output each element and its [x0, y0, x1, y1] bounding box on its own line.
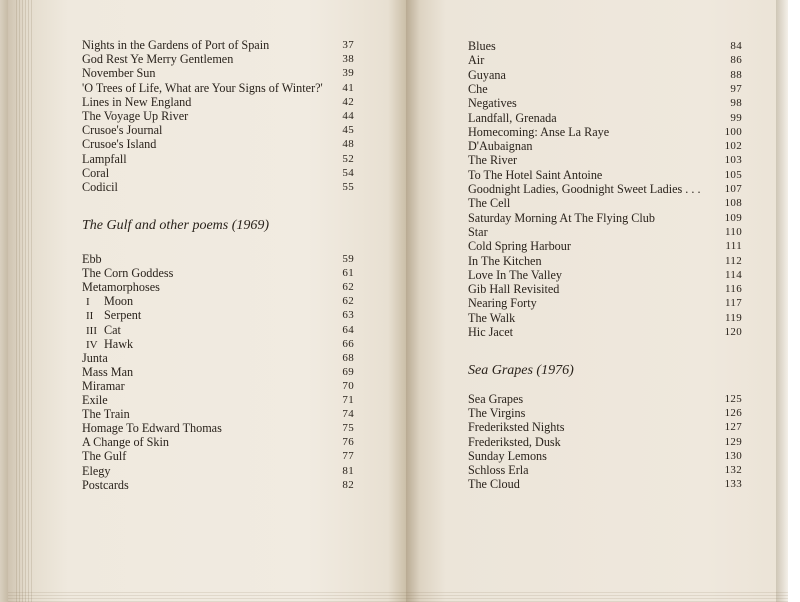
toc-entry-title-text: The Virgins [468, 406, 526, 421]
left-page [8, 0, 406, 602]
toc-entry-page-number: 42 [342, 95, 354, 108]
toc-entry-title-text: Nights in the Gardens of Port of Spain [82, 38, 270, 52]
toc-entry-title-text: Serpent [104, 308, 142, 323]
toc-entry-title-text: Elegy [82, 463, 111, 478]
toc-entry-page-number: 98 [730, 97, 742, 110]
toc-entry-title-text: Nearing Forty [468, 296, 537, 311]
toc-entry-title-text: To The Hotel Saint Antoine [468, 167, 603, 182]
toc-entry-page-number: 54 [342, 166, 354, 179]
toc-entry-title-text: November Sun [82, 66, 156, 81]
toc-entry-title-text: Schloss Erla [468, 463, 529, 477]
page-right-edge [776, 0, 788, 602]
toc-entry-roman-numeral: III [86, 324, 97, 337]
toc-entry-title-text: Goodnight Ladies, Goodnight Sweet Ladies . . . [468, 182, 701, 196]
toc-entry-page-number: 76 [342, 436, 354, 449]
toc-entry-page-number: 52 [342, 152, 354, 165]
toc-entry-title [82, 477, 129, 493]
toc-entry-title-text: The Gulf [82, 449, 127, 464]
toc-entry-title-text: Crusoe's Journal [82, 123, 163, 138]
toc-entry-title-text: The Corn Goddess [82, 266, 174, 281]
toc-entry-page-number: 99 [730, 111, 742, 124]
toc-entry-title-text: Che [468, 81, 488, 96]
toc-entry-title-text: Saturday Morning At The Flying Club [468, 210, 655, 225]
toc-entry-title-text: The River [468, 153, 518, 168]
toc-entry-page-number: 129 [724, 435, 742, 448]
toc-entry-title-text: Sea Grapes [468, 392, 524, 406]
toc-entry-title-text: The Cloud [468, 477, 520, 492]
toc-entry-title-text: Moon [104, 294, 134, 309]
toc-entry-page-number: 68 [342, 351, 354, 364]
toc-entry-page-number: 110 [725, 225, 742, 238]
toc-entry-title-text: Codicil [82, 180, 118, 194]
toc-entry-title-text: A Change of Skin [82, 435, 170, 450]
toc-entry-title-text: Postcards [82, 477, 129, 492]
toc-entry-title-text: Exile [82, 393, 108, 407]
toc-entry-page-number: 38 [342, 53, 354, 66]
toc-entry-title-text: Junta [82, 350, 108, 365]
toc-entry-page-number: 130 [724, 449, 742, 462]
toc-entry-page-number: 100 [724, 125, 742, 138]
book-spine-edge [0, 0, 8, 602]
toc-entry-page-number: 63 [342, 309, 354, 322]
toc-entry-title-text: Miramar [82, 378, 125, 393]
toc-entry [468, 476, 742, 492]
toc-entry-title-text: Mass Man [82, 364, 134, 379]
toc-entry-page-number: 41 [342, 81, 354, 94]
toc-entry-page-number: 107 [724, 183, 742, 195]
toc-entry-title [468, 324, 513, 340]
toc-entry-page-number: 81 [342, 464, 354, 477]
toc-entry [468, 324, 742, 340]
toc-entry-title-text: Metamorphoses [82, 280, 160, 295]
toc-entry-page-number: 88 [730, 68, 742, 81]
toc-entry-title-text: Coral [82, 165, 110, 180]
toc-entry-page-number: 37 [342, 39, 354, 51]
toc-entry-page-number: 133 [724, 478, 742, 491]
toc-entry-page-number: 114 [725, 268, 742, 281]
page-edge-stack [16, 0, 34, 602]
toc-entry-page-number: 55 [342, 181, 354, 193]
toc-entry-title-text: The Voyage Up River [82, 109, 189, 123]
toc-entry-title-text: Air [468, 53, 485, 68]
toc-entry-title-text: In The Kitchen [468, 253, 542, 268]
toc-entry-page-number: 117 [725, 297, 742, 310]
toc-entry-page-number: 116 [725, 283, 742, 296]
toc-entry-title-text: Guyana [468, 67, 506, 82]
toc-entry-title-text: Hic Jacet [468, 325, 514, 339]
toc-entry-roman-numeral: II [86, 310, 94, 323]
toc-entry-title-text: God Rest Ye Merry Gentlemen [82, 52, 234, 67]
toc-entry-title-text: Homecoming: Anse La Raye [468, 124, 610, 139]
toc-entry-title-text: Ebb [82, 252, 102, 266]
section-title-sea-grapes: Sea Grapes (1976) [468, 363, 574, 378]
toc-entry-title-text: Frederiksted Nights [468, 420, 565, 435]
toc-entry-title-text: Homage To Edward Thomas [82, 421, 222, 436]
toc-entry-page-number: 48 [342, 138, 354, 151]
toc-entry-page-number: 69 [342, 365, 354, 378]
toc-entry-title-text: Frederiksted, Dusk [468, 434, 561, 449]
toc-entry-title-text: The Walk [468, 310, 516, 325]
toc-entry-title-text: Landfall, Grenada [468, 110, 557, 125]
toc-entry [82, 477, 354, 493]
right-page [406, 0, 788, 602]
toc-entry-page-number: 62 [342, 295, 354, 308]
toc-entry-page-number: 82 [342, 478, 354, 491]
toc-entry-title-text: Star [468, 224, 488, 239]
toc-entry-page-number: 66 [342, 337, 354, 350]
toc-entry-page-number: 70 [342, 379, 354, 392]
toc-entry-page-number: 132 [724, 464, 742, 476]
toc-entry-title-text: Cat [104, 322, 121, 337]
toc-entry-page-number: 84 [730, 40, 742, 52]
toc-entry-page-number: 44 [342, 110, 354, 122]
toc-entry-page-number: 120 [724, 326, 742, 338]
toc-entry-title-text: Blues [468, 39, 496, 53]
toc-entry-page-number: 59 [342, 253, 354, 265]
toc-entry-title [468, 476, 520, 492]
toc-entry-page-number: 102 [724, 140, 742, 153]
toc-entry-title-text: The Cell [468, 196, 511, 211]
toc-entry-title-text: Gib Hall Revisited [468, 282, 560, 297]
toc-entry-title-text: Crusoe's Island [82, 137, 157, 152]
toc-entry-title-text: Sunday Lemons [468, 448, 547, 463]
toc-entry-page-number: 108 [724, 197, 742, 210]
toc-entry [82, 179, 354, 195]
toc-entry-title-text: Hawk [104, 336, 134, 351]
toc-entry-page-number: 86 [730, 54, 742, 67]
toc-entry-title-text: Cold Spring Harbour [468, 239, 571, 254]
toc-entry-title-text: Lampfall [82, 151, 127, 166]
toc-entry-page-number: 105 [724, 168, 742, 181]
toc-entry-page-number: 62 [342, 281, 354, 294]
toc-entry-title-text: 'O Trees of Life, What are Your Signs of Winter?' [82, 80, 323, 95]
section-title-the-gulf: The Gulf and other poems (1969) [82, 218, 270, 233]
toc-entry-page-number: 125 [724, 393, 742, 405]
toc-entry-page-number: 75 [342, 422, 354, 435]
toc-entry-title [82, 179, 118, 195]
toc-entry-page-number: 109 [724, 211, 742, 224]
toc-entry-page-number: 61 [342, 267, 354, 280]
toc-entry-title-text: Lines in New England [82, 94, 192, 109]
toc-entry-page-number: 45 [342, 124, 354, 137]
toc-entry-roman-numeral: I [86, 296, 90, 309]
toc-entry-roman-numeral: IV [86, 338, 98, 351]
page-bottom-edge [8, 592, 788, 602]
toc-entry-page-number: 119 [725, 311, 742, 324]
toc-entry-page-number: 127 [724, 421, 742, 434]
toc-entry-title-text: Negatives [468, 96, 517, 111]
toc-entry-title-text: The Train [82, 407, 130, 422]
toc-entry-page-number: 126 [724, 407, 742, 420]
toc-entry-title-text: D'Aubaignan [468, 139, 533, 154]
toc-entry-page-number: 103 [724, 154, 742, 167]
toc-entry-page-number: 77 [342, 450, 354, 463]
toc-entry-page-number: 112 [725, 254, 742, 267]
toc-entry-title-text: Love In The Valley [468, 267, 562, 282]
toc-entry-page-number: 39 [342, 67, 354, 80]
toc-entry-page-number: 74 [342, 408, 354, 421]
toc-entry-page-number: 64 [342, 323, 354, 336]
toc-entry-page-number: 111 [725, 240, 742, 253]
toc-entry-page-number: 97 [730, 82, 742, 95]
toc-entry-page-number: 71 [342, 394, 354, 406]
